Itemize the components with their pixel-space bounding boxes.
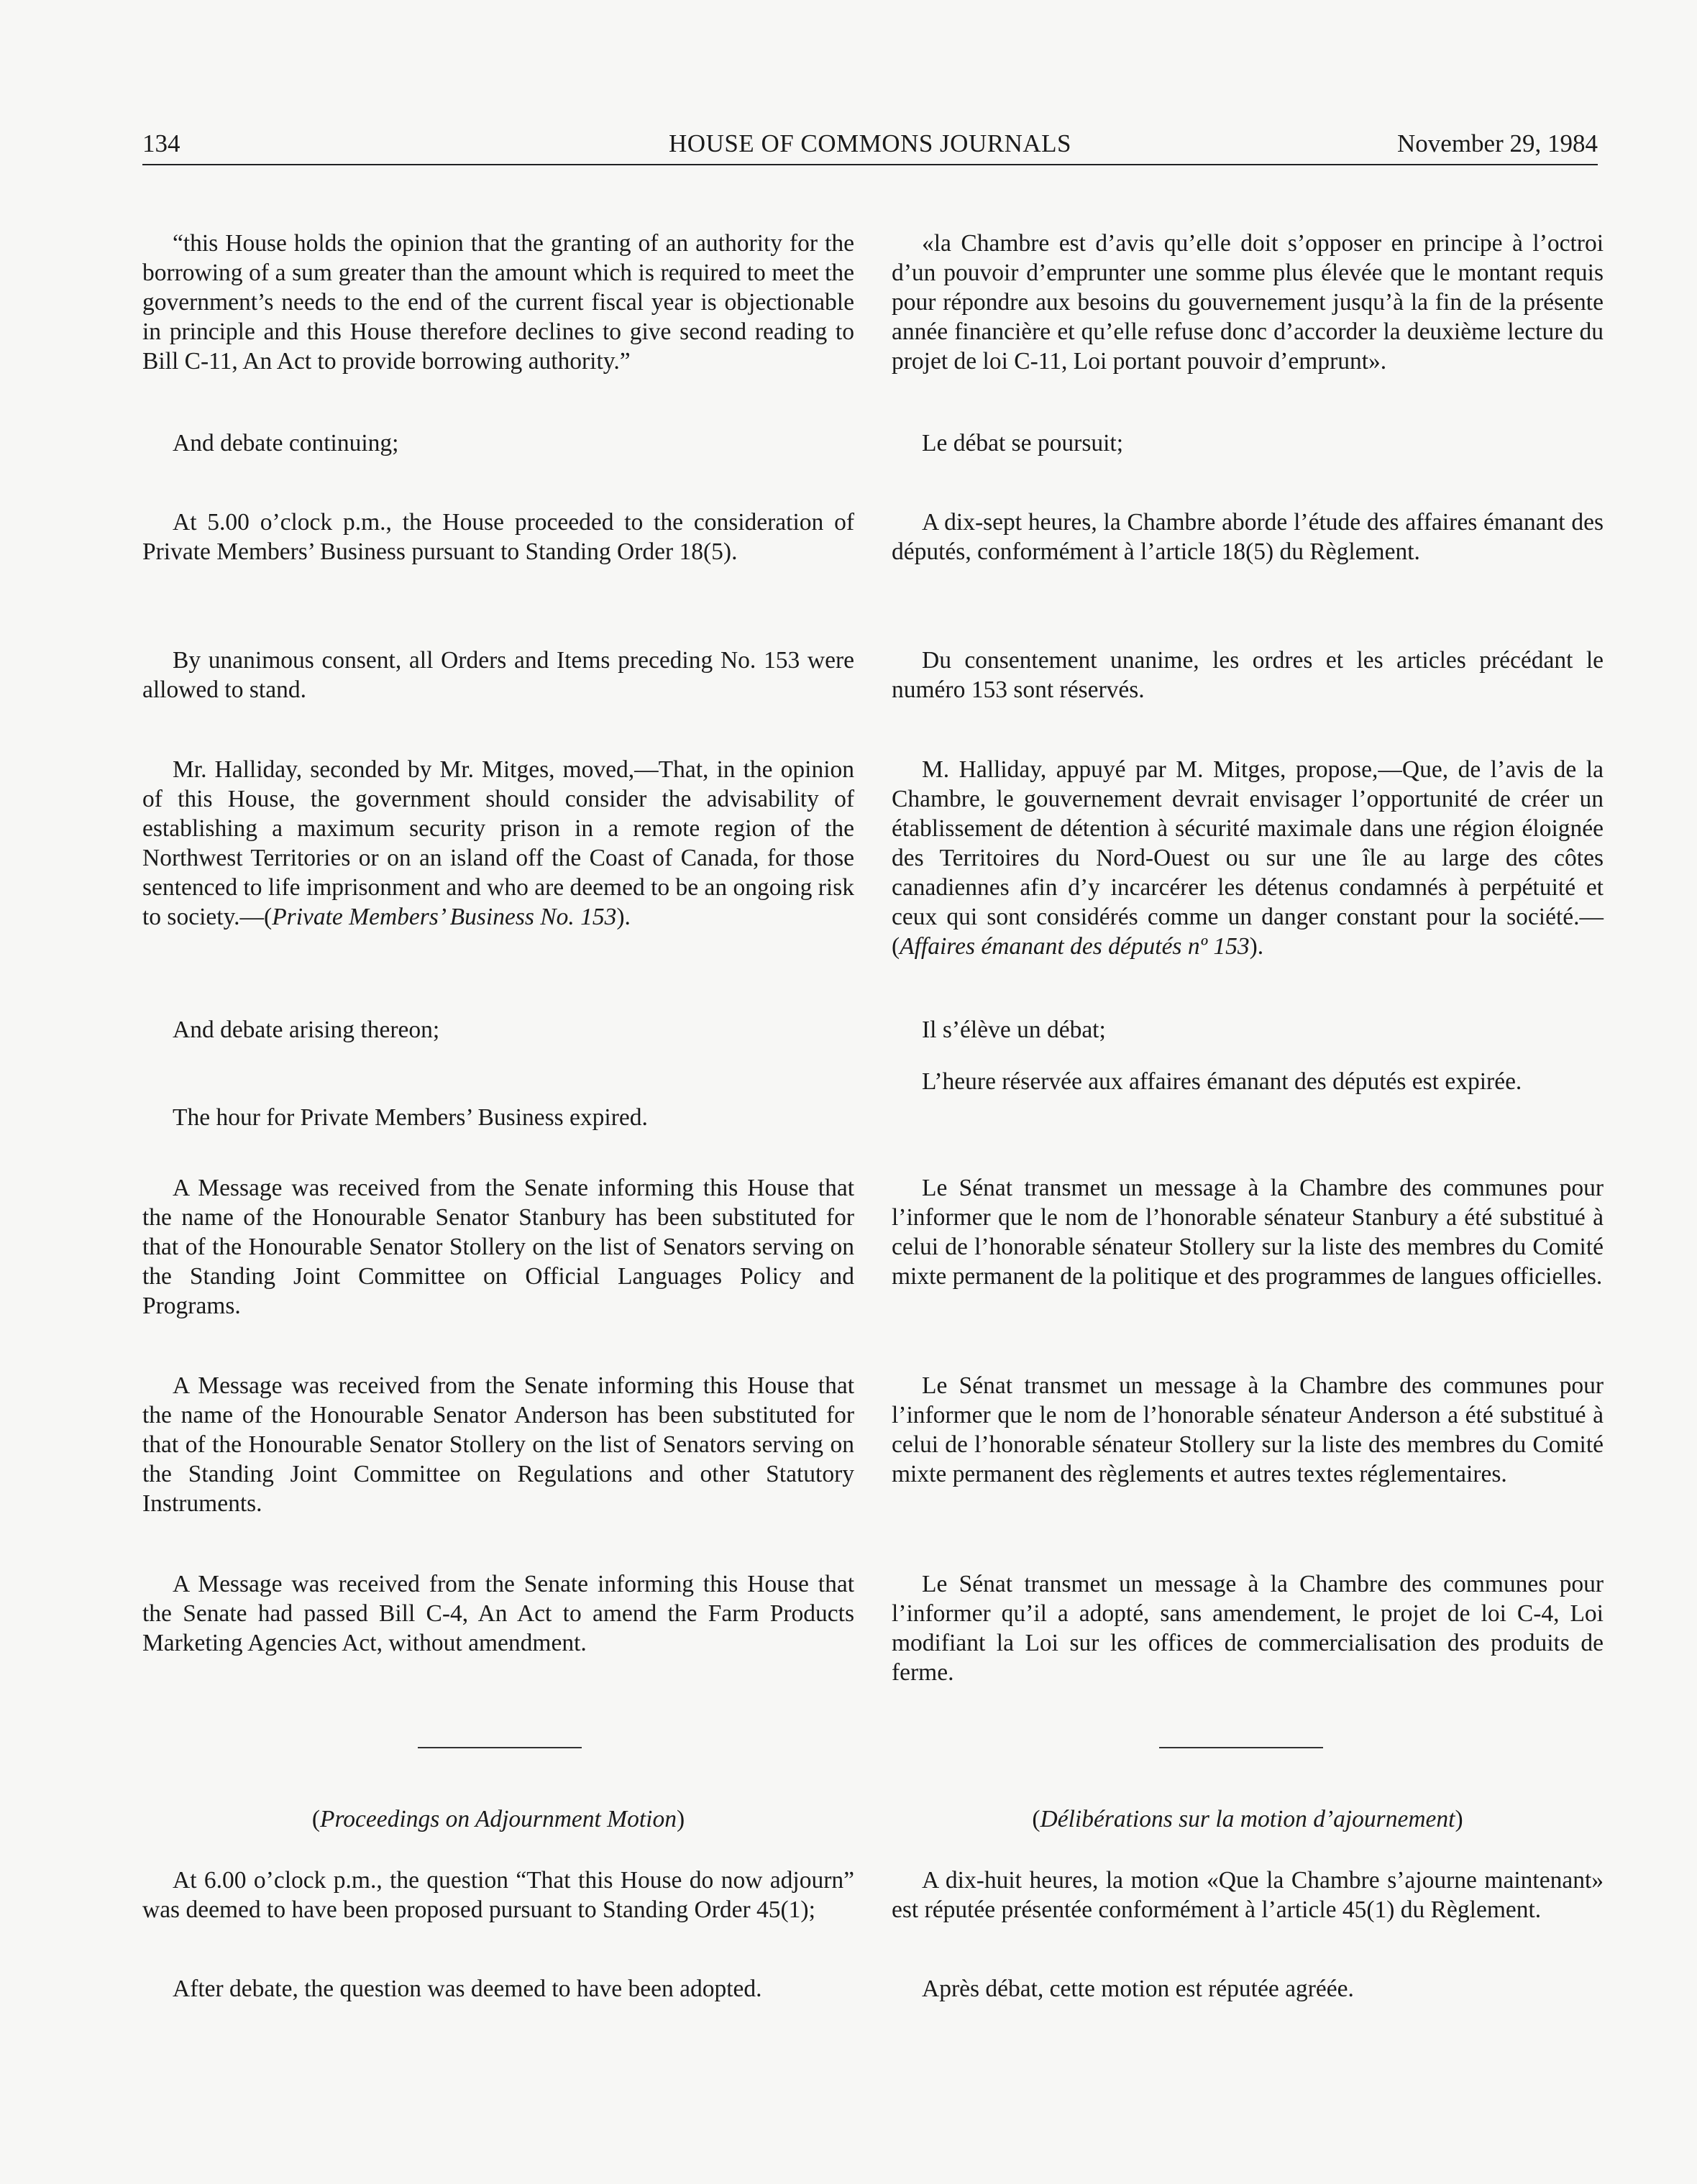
adjournment-question-fr: A dix-huit heures, la motion «Que la Chambre s’ajourne maintenant» est réputée présentée conformément à l’article 45(1) du Règlement. (892, 1867, 1604, 1923)
adjournment-heading-text-fr: Délibérations sur la motion d’ajournement (1040, 1806, 1455, 1832)
hour-expired: The hour for Private Members’ Business expired. (173, 1104, 648, 1131)
adjournment-heading-fr: (Délibérations sur la motion d’ajournement) (1032, 1806, 1463, 1832)
amendment-quote: “this House holds the opinion that the granting of an authority for the borrowing of a sum greater than the amount which is required to meet the government’s needs to the end of the current fiscal year is objectionable in principle and this House therefore declines to give second reading to Bill C-11, An Act to provide borrowing authority.” (142, 230, 854, 375)
private-members-business-start-fr: A dix-sept heures, la Chambre aborde l’étude des affaires émanant des députés, conformément à l’article 18(5) du Règlement. (892, 509, 1604, 565)
halliday-motion-text: Mr. Halliday, seconded by Mr. Mitges, moved,—That, in the opinion of this House, the government should consider the advisability of establishing a maximum security prison in a remote region of the Northwest Territories or on an island off the Coast of Canada, for those sentenced to life imprisonment and who are deemed to be an ongoing risk to society.—( (142, 756, 854, 930)
page-header (142, 124, 1598, 165)
halliday-motion-text-fr: M. Halliday, appuyé par M. Mitges, propose,—Que, de l’avis de la Chambre, le gouvernement devrait envisager l’opportunité de créer un établissement de détention à sécurité maximale dans une région éloignée des Territoires du Nord-Ouest ou sur une île au large des côtes canadiennes afin d’y incarcérer les détenus condamnés à perpétuité et ceux qui sont considérés comme un danger constant pour la société.—( (892, 756, 1604, 960)
halliday-motion-reference-fr: Affaires émanant des députés nº 153 (900, 933, 1250, 960)
halliday-motion-end-fr: ). (1249, 933, 1264, 960)
hour-expired-fr: L’heure réservée aux affaires émanant des députés est expirée. (922, 1068, 1522, 1095)
halliday-motion (142, 755, 854, 932)
page-number: 134 (142, 129, 180, 157)
adjournment-adopted: After debate, the question was deemed to have been adopted. (173, 1976, 762, 2002)
senate-message-anderson: A Message was received from the Senate informing this House that the name of the Honourable Senator Anderson has been substituted for that of the Honourable Senator Stollery on the list of Senators serving on the Standing Joint Committee on Regulations and other Statutory Instruments. (142, 1372, 854, 1517)
adjournment-question: At 6.00 o’clock p.m., the question “That this House do now adjourn” was deemed to have been proposed pursuant to Standing Order 45(1); (142, 1867, 854, 1923)
adjournment-adopted-fr: Après débat, cette motion est réputée agréée. (922, 1976, 1354, 2002)
senate-message-bill-c4-fr: Le Sénat transmet un message à la Chambre des communes pour l’informer qu’il a adopté, sans amendement, le projet de loi C-4, Loi modifiant la Loi sur les offices de commercialisation des produits de ferme. (892, 1571, 1604, 1686)
halliday-motion-fr (892, 755, 1604, 961)
unanimous-consent-fr: Du consentement unanime, les ordres et les articles précédant le numéro 153 sont réservés. (892, 647, 1604, 703)
senate-message-stanbury-fr: Le Sénat transmet un message à la Chambre des communes pour l’informer que le nom de l’honorable sénateur Stanbury a été substitué à celui de l’honorable sénateur Stollery sur la liste des membres du Comité mixte permanent de la politique et des programmes de langues officielles. (892, 1175, 1604, 1290)
journal-title: HOUSE OF COMMONS JOURNALS (669, 129, 1071, 157)
halliday-motion-end: ). (616, 904, 631, 930)
senate-message-bill-c4: A Message was received from the Senate informing this House that the Senate had passed Bill C-4, An Act to amend the Farm Products Marketing Agencies Act, without amendment. (142, 1571, 854, 1656)
adjournment-heading: (Proceedings on Adjournment Motion) (311, 1806, 685, 1832)
journal-date: November 29, 1984 (1397, 129, 1598, 157)
unanimous-consent: By unanimous consent, all Orders and Items preceding No. 153 were allowed to stand. (142, 647, 854, 703)
amendment-quote-fr: «la Chambre est d’avis qu’elle doit s’opposer en principe à l’octroi d’un pouvoir d’emprunter une somme plus élevée que le montant requis pour répondre aux besoins du gouvernement jusqu’à la fin de la présente année financière et qu’elle refuse donc d’accorder la deuxième lecture du projet de loi C-11, Loi portant pouvoir d’emprunt». (892, 230, 1604, 375)
section-divider-fr (1159, 1747, 1323, 1748)
debate-arising-fr: Il s’élève un débat; (922, 1017, 1106, 1043)
debate-arising: And debate arising thereon; (173, 1017, 440, 1043)
adjournment-heading-text: Proceedings on Adjournment Motion (320, 1806, 677, 1832)
halliday-motion-reference: Private Members’ Business No. 153 (272, 904, 617, 930)
debate-continuing: And debate continuing; (173, 430, 399, 456)
senate-message-stanbury: A Message was received from the Senate informing this House that the name of the Honourable Senator Stanbury has been substituted for that of the Honourable Senator Stollery on the list of Senators serving on the Standing Joint Committee on Official Languages Policy and Programs. (142, 1175, 854, 1319)
senate-message-anderson-fr: Le Sénat transmet un message à la Chambre des communes pour l’informer que le nom de l’honorable sénateur Anderson a été substitué à celui de l’honorable sénateur Stollery sur la liste des membres du Comité mixte permanent des règlements et autres textes réglementaires. (892, 1372, 1604, 1487)
section-divider (418, 1747, 582, 1748)
debate-continuing-fr: Le débat se poursuit; (922, 430, 1124, 456)
private-members-business-start: At 5.00 o’clock p.m., the House proceeded to the consideration of Private Members’ Business pursuant to Standing Order 18(5). (142, 509, 854, 565)
